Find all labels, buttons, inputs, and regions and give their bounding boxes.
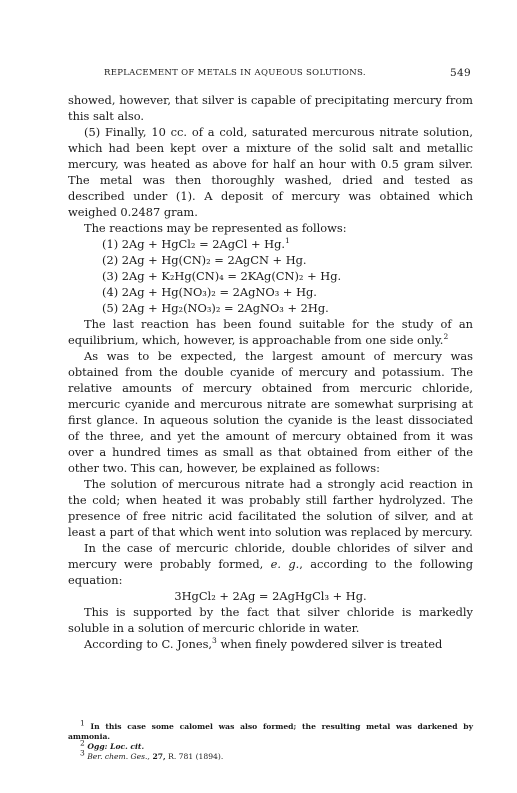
reaction-equation: 2Ag + HgCl₂ = 2AgCl + Hg. <box>121 237 286 251</box>
reaction-4 <box>68 284 473 300</box>
reaction-equation: 2Ag + Hg(NO₃)₂ = 2AgNO₃ + Hg. <box>121 285 317 299</box>
paragraph: (5) Finally, 10 cc. of a cold, saturated mercurous nitrate solution, which had been kept over a mixture of the solid salt and metallic mercury, was heated as above for half an hour with 0.5 gram silver. The metal was then thoroughly washed, dried and tested as described under (1). A deposit of mercury was obtained which weighed 0.2487 gram. <box>68 125 473 219</box>
reaction-2 <box>68 252 473 268</box>
page-number: 549 <box>450 67 471 79</box>
running-title: REPLACEMENT OF METALS IN AQUEOUS SOLUTIONS. <box>104 68 366 78</box>
reaction-1 <box>68 236 473 252</box>
reaction-number: (1) <box>102 237 119 251</box>
reaction-5 <box>68 300 473 316</box>
reaction-number: (4) <box>102 285 119 299</box>
reaction-number: (2) <box>102 253 119 267</box>
reaction-3 <box>68 268 473 284</box>
footnote-ref: 1 <box>285 236 290 246</box>
footnote-2: $^2$ Ogg: Loc. cit. <box>80 738 145 751</box>
paragraph: This is supported by the fact that silver chloride is markedly soluble in a solution of mercuric chloride in water. <box>68 605 473 635</box>
paragraph: showed, however, that silver is capable of precipitating mercury from this salt also. <box>68 93 473 123</box>
reaction-equation: 2Ag + K₂Hg(CN)₄ = 2KAg(CN)₂ + Hg. <box>121 269 342 283</box>
footnote-3: $^3$ Ber. chem. Ges., 27, R. 781 (1894). <box>80 748 224 761</box>
reaction-number: (5) <box>102 301 119 315</box>
reaction-equation: 2Ag + Hg₂(NO₃)₂ = 2AgNO₃ + 2Hg. <box>121 301 329 315</box>
paragraph: According to C. Jones,$^3$ when finely powdered silver is treated <box>84 636 443 651</box>
footnote-ref: 3 <box>212 636 217 646</box>
reaction-equation: 2Ag + Hg(CN)₂ = 2AgCN + Hg. <box>121 253 307 267</box>
central-equation: 3HgCl₂ + 2Ag = 2AgHgCl₃ + Hg. <box>174 589 367 603</box>
paragraph: The last reaction has been found suitable for the study of an equilibrium, which, however, is approachable from one side only.$^2$ <box>68 317 473 347</box>
paragraph: As was to be expected, the largest amount of mercury was obtained from the double cyanide of mercury and potassium. The relative amounts of mercury obtained from mercuric chloride, mercuric cyanide and mercurous nitrate are somewhat surprising at first glance. In aqueous solution the cyanide is the least dissociated of the three, and yet the amount of mercury obtained from it was over a hundred times as small as that obtained from either of the other two. This can, however, be explained as follows: <box>68 349 473 475</box>
footnotes <box>68 718 473 762</box>
body-text <box>68 92 473 652</box>
italic-eg: e. g. <box>270 557 300 571</box>
paragraph: The reactions may be represented as follows: <box>84 221 347 235</box>
running-header <box>104 68 471 78</box>
reaction-number: (3) <box>102 269 119 283</box>
paragraph: The solution of mercurous nitrate had a strongly acid reaction in the cold; when heated it was probably still farther hydrolyzed. The presence of free nitric acid facilitated the solution of silver, and at least a part of that which went into solution was replaced by mercury. <box>68 477 473 539</box>
footnote-1: $^1$ In this case some calomel was also formed; the resulting metal was darkened by ammonia. <box>68 718 473 741</box>
paragraph: In the case of mercuric chloride, double chlorides of silver and mercury were probably formed, e. g., according to the following equation: <box>68 541 473 587</box>
footnote-ref: 2 <box>443 332 449 342</box>
